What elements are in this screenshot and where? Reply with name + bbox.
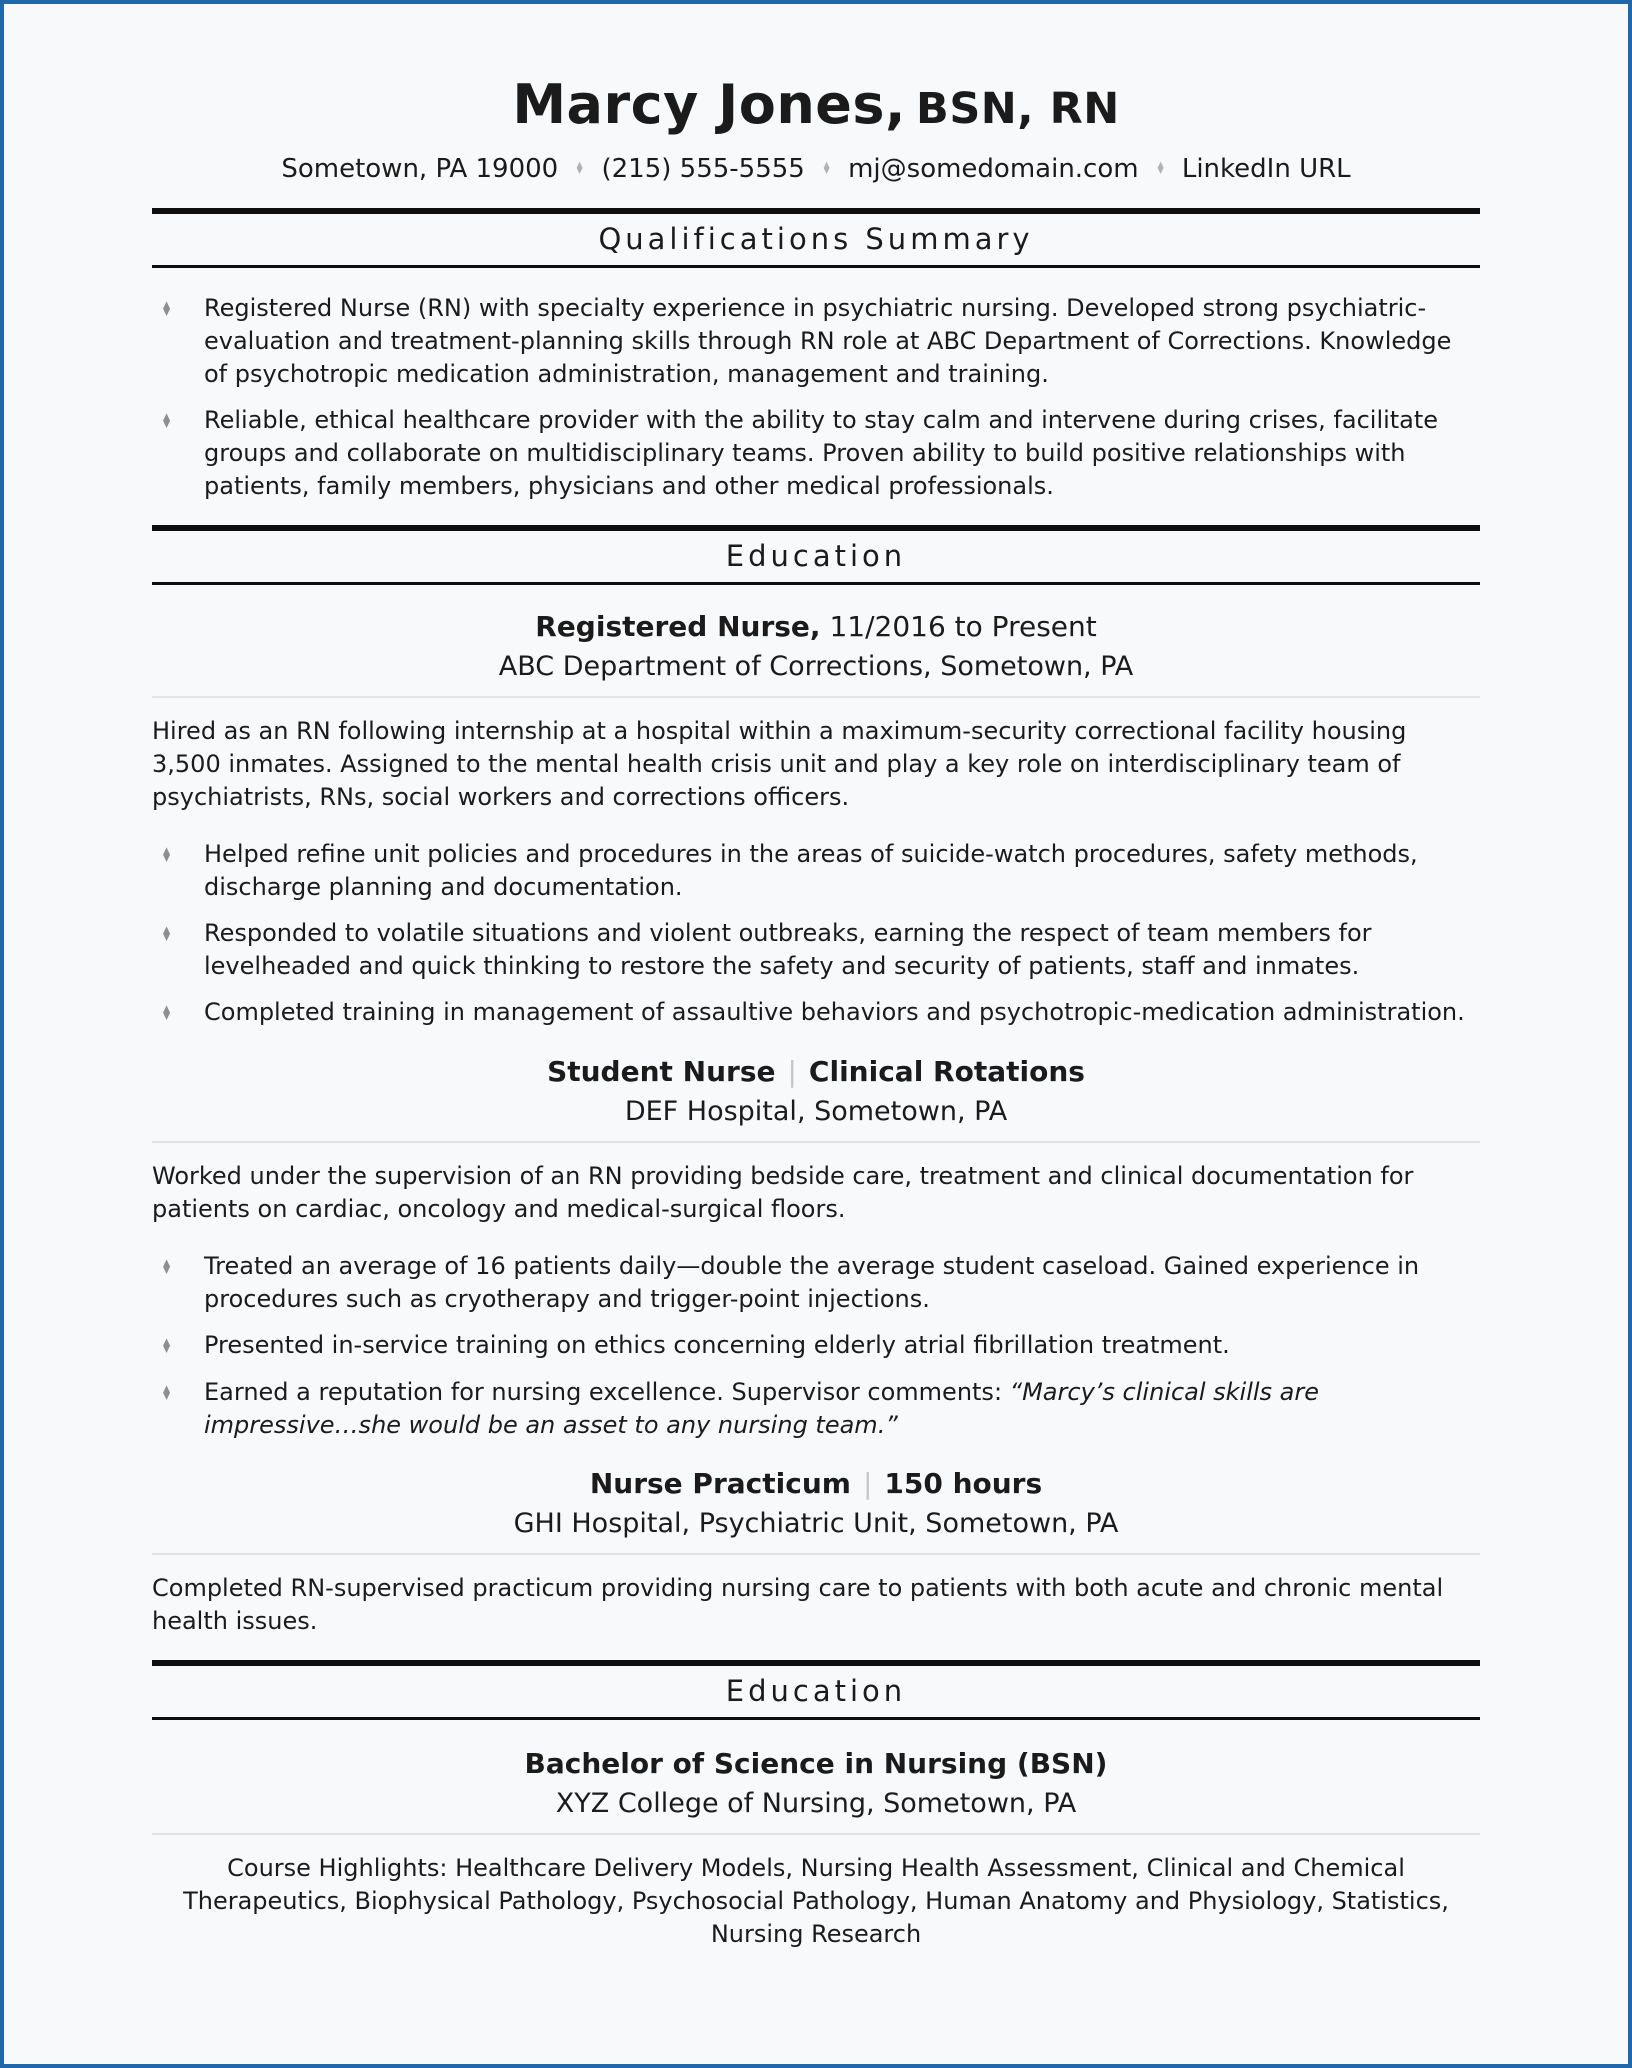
job-title-dates: 11/2016 to Present bbox=[820, 610, 1097, 644]
diamond-separator-icon: ♦ bbox=[1155, 159, 1165, 180]
job-title-bold: 150 hours bbox=[884, 1467, 1043, 1501]
supervisor-quote: “Marcy’s clinical skills are impressive…she would be an asset to any nursing team.” bbox=[204, 1378, 1320, 1440]
job-summary: Completed RN-supervised practicum providing nursing care to patients with both acute and chronic mental health issues. bbox=[152, 1574, 1444, 1636]
job-title-bold: Registered Nurse, bbox=[535, 610, 821, 644]
list-item bbox=[152, 996, 1480, 1030]
section-rule-thin bbox=[152, 582, 1480, 585]
degree-entry bbox=[152, 1746, 1480, 1951]
section-heading: Education bbox=[725, 539, 907, 574]
job-summary: Hired as an RN following internship at a hospital within a maximum-security correctional facility housing 3,500 inmates. Assigned to the mental health crisis unit and play a key role on interdisciplinary team of psychiatrists, RNs, social workers and corrections officers. bbox=[152, 717, 1407, 812]
bullet-cell bbox=[152, 1329, 204, 1363]
job-title bbox=[152, 609, 1480, 645]
contact-phone: (215) 555-5555 bbox=[601, 154, 805, 185]
diamond-bullet-icon: ♦ bbox=[161, 1255, 173, 1280]
section-heading: Qualifications Summary bbox=[598, 222, 1034, 257]
job-organization: DEF Hospital, Sometown, PA bbox=[624, 1096, 1008, 1128]
bullet-cell bbox=[152, 996, 204, 1030]
job-entry-registered-nurse bbox=[152, 609, 1480, 1030]
section-header-education bbox=[152, 1660, 1480, 1720]
person-name bbox=[152, 74, 1480, 136]
list-item bbox=[152, 1329, 1480, 1363]
quote-lead: Earned a reputation for nursing excellence. Supervisor comments: bbox=[204, 1378, 1010, 1407]
job-bullet-list bbox=[152, 1250, 1480, 1442]
section-heading: Education bbox=[725, 1674, 907, 1709]
diamond-bullet-icon: ♦ bbox=[161, 1381, 173, 1406]
diamond-bullet-icon: ♦ bbox=[161, 409, 173, 434]
diamond-separator-icon: ♦ bbox=[575, 159, 585, 180]
person-name-text: Marcy Jones, bbox=[512, 73, 907, 136]
bullet-text: Reliable, ethical healthcare provider with the ability to stay calm and intervene during crises, facilitate groups and collaborate on multidisciplinary teams. Proven ability to build positive relationships with patients, family members, physicians and other medical professionals. bbox=[204, 406, 1439, 501]
diamond-separator-icon: ♦ bbox=[821, 159, 832, 180]
list-item bbox=[152, 292, 1480, 391]
bullet-text: Presented in-service training on ethics concerning elderly atrial fibrillation treatment. bbox=[204, 1331, 1230, 1360]
entry-divider bbox=[152, 696, 1480, 698]
title-separator: | bbox=[787, 1055, 797, 1089]
course-highlights: Course Highlights: Healthcare Delivery Models, Nursing Health Assessment, Clinical and Chemical Therapeutics, Biophysical Pathology, Psychosocial Pathology, Human Anatomy and Physiology, Statistics, Nursing Research bbox=[183, 1854, 1449, 1949]
entry-divider bbox=[152, 1833, 1480, 1835]
diamond-bullet-icon: ♦ bbox=[161, 843, 173, 868]
bullet-cell bbox=[152, 1376, 204, 1410]
section-rule-thin bbox=[152, 1717, 1480, 1720]
school-name: XYZ College of Nursing, Sometown, PA bbox=[555, 1788, 1077, 1820]
bullet-cell bbox=[152, 838, 204, 872]
degree-title: Bachelor of Science in Nursing (BSN) bbox=[524, 1747, 1108, 1781]
diamond-bullet-icon: ♦ bbox=[161, 297, 173, 322]
resume-content bbox=[4, 4, 1628, 1951]
bullet-cell bbox=[152, 292, 204, 326]
bullet-text-with-quote bbox=[204, 1376, 1480, 1442]
job-title bbox=[152, 1054, 1480, 1090]
list-item bbox=[152, 917, 1480, 983]
diamond-bullet-icon: ♦ bbox=[161, 1001, 173, 1026]
entry-divider bbox=[152, 1141, 1480, 1143]
list-item bbox=[152, 838, 1480, 904]
job-title-bold: Clinical Rotations bbox=[808, 1055, 1085, 1089]
job-title-bold: Student Nurse bbox=[547, 1055, 776, 1089]
job-entry-nurse-practicum bbox=[152, 1466, 1480, 1638]
section-header-experience bbox=[152, 525, 1480, 585]
bullet-text: Responded to volatile situations and violent outbreaks, earning the respect of team members for levelheaded and quick thinking to restore the safety and security of patients, staff and inmates. bbox=[204, 919, 1372, 981]
list-item bbox=[152, 1376, 1480, 1442]
job-organization: GHI Hospital, Psychiatric Unit, Sometown, PA bbox=[513, 1508, 1119, 1540]
diamond-bullet-icon: ♦ bbox=[161, 922, 173, 947]
list-item bbox=[152, 1250, 1480, 1316]
bullet-text: Treated an average of 16 patients daily—double the average student caseload. Gained experience in procedures such as cryotherapy and trigger-point injections. bbox=[204, 1252, 1420, 1314]
qualifications-list bbox=[152, 292, 1480, 503]
job-organization: ABC Department of Corrections, Sometown, PA bbox=[498, 651, 1134, 683]
contact-line bbox=[152, 152, 1480, 186]
bullet-text: Registered Nurse (RN) with specialty experience in psychiatric nursing. Developed strong psychiatric-evaluation and treatment-planning skills through RN role at ABC Department of Corrections. Knowledge of psychotropic medication administration, management and training. bbox=[204, 294, 1452, 389]
diamond-bullet-icon: ♦ bbox=[161, 1334, 173, 1359]
entry-divider bbox=[152, 1553, 1480, 1555]
bullet-text: Completed training in management of assaultive behaviors and psychotropic-medication administration. bbox=[204, 998, 1465, 1027]
bullet-cell bbox=[152, 1250, 204, 1284]
job-bullet-list bbox=[152, 838, 1480, 1030]
title-separator: | bbox=[862, 1467, 873, 1501]
bullet-cell bbox=[152, 404, 204, 438]
section-rule-thin bbox=[152, 265, 1480, 268]
section-header-qualifications bbox=[152, 208, 1480, 268]
contact-linkedin: LinkedIn URL bbox=[1181, 154, 1351, 185]
bullet-cell bbox=[152, 917, 204, 951]
contact-location: Sometown, PA 19000 bbox=[281, 154, 559, 185]
bullet-text: Helped refine unit policies and procedures in the areas of suicide-watch procedures, safety methods, discharge planning and documentation. bbox=[204, 840, 1418, 902]
contact-email: mj@somedomain.com bbox=[848, 154, 1139, 185]
list-item bbox=[152, 404, 1480, 503]
job-title bbox=[152, 1466, 1480, 1502]
person-credentials: BSN, RN bbox=[916, 84, 1120, 134]
job-title-bold: Nurse Practicum bbox=[589, 1467, 851, 1501]
job-entry-student-nurse bbox=[152, 1054, 1480, 1442]
masthead bbox=[152, 4, 1480, 186]
job-summary: Worked under the supervision of an RN providing bedside care, treatment and clinical documentation for patients on cardiac, oncology and medical-surgical floors. bbox=[152, 1162, 1414, 1224]
